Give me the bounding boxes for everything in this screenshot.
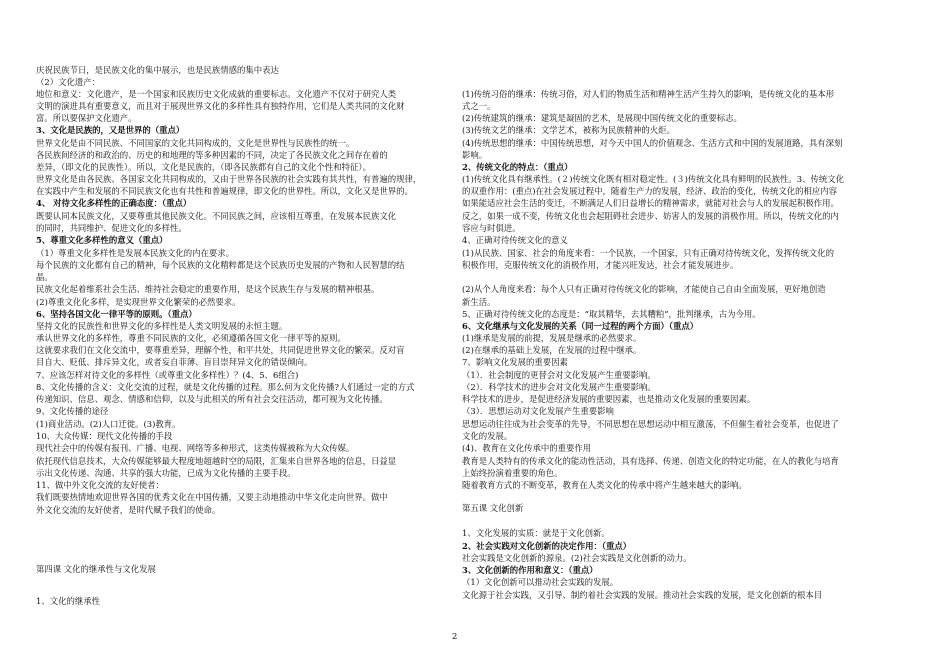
text-line: 差异，（即文化的民族性）。所以，文化是民族的，（即各民族都有自己的文化个性和特征）。	[36, 162, 371, 172]
text-line: 10、大众传媒：现代文化传播的手段	[36, 431, 173, 441]
text-line: 7、影响文化发展的重要因素	[462, 357, 568, 367]
text-line: 9、文化传播的途径	[36, 406, 109, 416]
section-heading: 3、文化是民族的，又是世界的（重点）	[36, 125, 185, 135]
text-line: 容应与时俱进。	[462, 223, 521, 233]
text-line: (1)传统文化具有继承性。(２)传统文化既有相对稳定性。(３)传统文化具有鲜明的民族性。3、传统文化	[462, 174, 845, 184]
text-line: (1)继承是发展的前提，发展是继承的必然要求。	[462, 333, 642, 343]
text-line: 科学技术的进步，是促进经济发展的重要因素，也是推动文化发展的重要因素。	[462, 394, 756, 404]
text-line: 5、正确对待传统文化的态度是：“取其精华，去其糟粕”，批判继承，古为今用。	[462, 309, 761, 319]
text-line: 式之一。	[462, 101, 496, 111]
text-line: 传递知识、信息、观念、情感和信仰，以及与此相关的所有社会交往活动，都可视为文化传播。	[36, 394, 388, 404]
text-line: 1、文化的继承性	[36, 596, 100, 606]
text-line: 世界文化是由不同民族、不同国家的文化共同构成的，文化是世界性与民族性的统一。	[36, 138, 355, 148]
text-line: （2）．科学技术的进步会对文化发展产生重要影响。	[462, 382, 656, 392]
text-line: 坚持文化的民族性和世界文化的多样性是人类文明发展的永恒主题。	[36, 321, 288, 331]
text-line: 1、文化发展的实质：就是于文化创新。	[462, 528, 610, 538]
text-line: （1）．社会制度的更替会对文化发展产生重要影响。	[462, 370, 656, 380]
text-line: 影响。	[462, 150, 488, 160]
section-heading: 2、传统文化的特点：（重点）	[462, 162, 573, 172]
text-line: (2)传统建筑的继承：建筑是凝固的艺术，是展现中国传统文化的重要标志。	[462, 113, 742, 123]
text-line: 文化的发展。	[462, 431, 513, 441]
text-line: 庆祝民族节日，是民族文化的集中展示，也是民族情感的集中表达	[36, 65, 279, 75]
text-line: （3）．思想运动对文化发展产生重要影响	[462, 406, 614, 416]
text-line: （1）尊重文化多样性是发展本民族文化的内在要求。	[36, 248, 234, 258]
text-line: 外文化交流的友好使者，是时代赋予我们的使命。	[36, 505, 221, 515]
text-line: 思想运动往往成为社会变革的先导，不同思想在思想运动中相互激荡，不但催生着社会变革，也促进了	[462, 419, 839, 429]
text-line: 目自大、贬低、排斥异文化，或者妄自菲薄、盲目崇拜异文化的错误倾向。	[36, 357, 313, 367]
section-heading: 6、坚持各国文化一律平等的原则。（重点）	[36, 309, 197, 319]
text-line: (1)从民族、国家、社会的角度来看：一个民族，一个国家，只有正确对待传统文化，发挥传统文化的	[462, 248, 834, 258]
text-line: 教育是人类特有的传承文化的能动性活动，具有选择、传递、创造文化的特定功能，在人的教化与培育	[462, 456, 839, 466]
text-line: 第四课 文化的继承性与文化发展	[36, 564, 156, 574]
text-line: 地位和意义：文化遗产，是一个国家和民族历史文化成就的重要标志。文化遗产不仅对于研究人类	[36, 89, 397, 99]
text-line: （2）文化遗产：	[36, 77, 100, 87]
text-line: (3)传统文艺的继承：文学艺术，被称为民族精神的火炬。	[462, 125, 675, 135]
text-line: 的同时，共同维护、促进文化的多样性。	[36, 223, 187, 233]
text-line: 8、文化传播的含义：文化交流的过程，就是文化传播的过程。那么何为文化传播?人们通过一定的方式	[36, 382, 415, 392]
text-line: 7、应该怎样对待文化的多样性（或尊重文化多样性）？(4、5、6组合)	[36, 370, 299, 380]
text-line: (2)从个人角度来看：每个人只有正确对待传统文化的影响，才能使自己自由全面发展，更好地创造	[462, 284, 826, 294]
text-line: 这就要求我们在文化交流中，要尊重差异，理解个性，和平共处，共同促进世界文化的繁荣。反对盲	[36, 345, 405, 355]
text-line: 富。所以要保护文化遗产。	[36, 113, 137, 123]
text-line: 民族文化起着维系社会生活、维持社会稳定的重要作用，是这个民族生存与发展的精神根基。	[36, 284, 380, 294]
text-line: 社会实践是文化创新的源泉。(2)社会实践是文化创新的动力。	[462, 553, 692, 563]
section-heading: 3、文化创新的作用和意义：（重点）	[462, 565, 598, 575]
text-line: (1)商业活动。(2)人口迁徙。(3)教育。	[36, 419, 181, 429]
text-line: 在实践中产生和发展的不同民族文化也有共性和普遍规律，即文化的世界性。所以，文化又是世界的。	[36, 186, 413, 196]
text-line: 第五课 文化创新	[462, 503, 524, 513]
text-line: 各民族间经济的和政治的、历史的和地理的等多种因素的不同，决定了各民族文化之间存在着的	[36, 150, 388, 160]
text-line: (4)传统思想的继承：中国传统思想，对今天中国人的价值观念、生活方式和中国的发展道路，具有深刻	[462, 138, 843, 148]
text-line: 随着教育方式的不断变革，教育在人类文化的传承中将产生越来越大的影响。	[462, 480, 747, 490]
text-line: 反之，如果一成不变，传统文化也会起阻碍社会进步、妨害人的发展的消极作用。所以，传统文化的内	[462, 211, 839, 221]
section-heading: 2、社会实践对文化创新的决定作用：（重点）	[462, 541, 632, 551]
text-line: 晶。	[36, 272, 53, 282]
text-line: 积极作用，克服传统文化的消极作用，才能兴旺发达，社会才能发展进步。	[462, 260, 739, 270]
section-heading: 5、尊重文化多样性的意义（重点）	[36, 235, 168, 245]
text-line: 依托现代信息技术，大众传媒能够最大程度地超越时空的局限，汇集来自世界各地的信息，日益显	[36, 456, 397, 466]
text-line: (1)传统习俗的继承：传统习俗，对人们的物质生活和精神生活产生持久的影响，是传统文化的基本形	[462, 89, 834, 99]
text-line: 每个民族的文化都有自己的精神，每个民族的文化精粹都是这个民族历史发展的产物和人民智慧的结	[36, 260, 405, 270]
text-line: 文明的演进具有重要意义，而且对于展现世界文化的多样性具有独特作用，它们是人类共同的文化财	[36, 101, 405, 111]
text-line: 承认世界文化的多样性，尊重不同民族的文化，必须遵循各国文化一律平等的原则。	[36, 333, 346, 343]
text-line: 我们既要热情地欢迎世界各国的优秀文化在中国传播，又要主动地推动中华文化走向世界。做中	[36, 492, 388, 502]
section-heading: 4、 对待文化多样性的正确态度：（重点）	[36, 198, 192, 208]
text-line: (2)在继承的基础上发展，在发展的过程中继承。	[462, 345, 642, 355]
section-heading: 6、文化继承与文化发展的关系（同一过程的两个方面）（重点）	[462, 321, 699, 331]
text-line: 4、正确对待传统文化的意义	[462, 235, 568, 245]
text-line: 既要认同本民族文化，又要尊重其他民族文化。不同民族之间，应该相互尊重，在发展本民族文化	[36, 211, 397, 221]
text-line: 文化源于社会实践，又引导、制约着社会实践的发展。推动社会实践的发展，是文化创新的根本目	[462, 590, 823, 600]
text-line: 新生活。	[462, 297, 496, 307]
text-line: 上始终扮演着重要的角色。	[462, 468, 563, 478]
text-line: 的双重作用：(重点)在社会发展过程中，随着生产力的发展，经济、政治的变化，传统文化的相应内容	[462, 186, 838, 196]
text-line: (2)尊重文化化多样，是实现世界文化繁荣的必然要求。	[36, 297, 241, 307]
text-line: 现代社会中的传媒有报刊、广播、电视、网络等多种形式，这类传媒被称为大众传媒。	[36, 443, 355, 453]
text-line: 如果能适应社会生活的变迁，不断满足人们日益增长的精神需求，就能对社会与人的发展起积极作用。	[462, 198, 839, 208]
text-line: （1）文化创新可以推动社会实践的发展。	[462, 577, 619, 587]
text-line: 11、做中外文化交流的友好使者：	[36, 480, 164, 490]
page-number: 2	[452, 631, 458, 641]
text-line: (4)、教育在文化传承中的重要作用	[462, 443, 592, 453]
text-line: 世界文化是由各民族、各国家文化共同构成的，又由于世界各民族的社会实践有其共性，有普遍的规律，	[36, 174, 422, 184]
text-line: 示出文化传递、沟通、共享的强大功能，已成为文化传播的主要手段。	[36, 468, 296, 478]
